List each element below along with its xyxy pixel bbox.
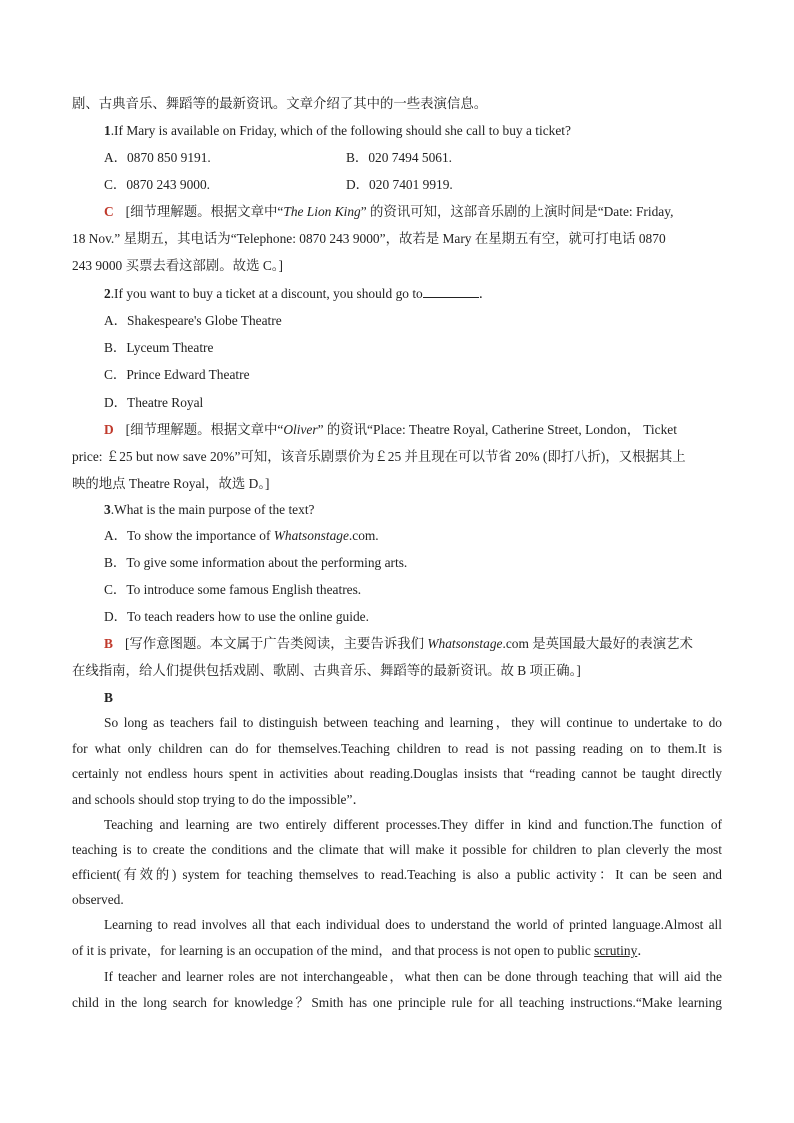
question-2: 2.If you want to buy a ticket at a discount, you should go to ． (104, 286, 493, 301)
q1-option-d: D．020 7401 9919. (346, 177, 453, 192)
passage-p1-line-3: certainly not endless hours spent in activities about reading.Douglas insists that “reading cannot be taught directly (72, 766, 722, 781)
q1-explanation-line-1: C [细节理解题。根据文章中“The Lion King” 的资讯可知，这部音乐剧的上演时间是“Date: Friday, (104, 204, 674, 219)
question-3-text: .What is the main purpose of the text? (110, 502, 315, 517)
question-2-text: .If you want to buy a ticket at a discount, you should go to (110, 286, 423, 301)
q1-answer: C (104, 204, 114, 219)
passage-p4-line-2: child in the long search for knowledge？Smith has one principle rule for all teaching instructions.“Make learning (72, 995, 722, 1010)
q1-explanation-line-2: 18 Nov.” 星期五，其电话为“Telephone: 0870 243 9000”，故若是 Mary 在星期五有空，就可打电话 0870 (72, 231, 666, 246)
q1-explanation-line-3: 243 9000 买票去看这部剧。故选 C。] (72, 258, 283, 273)
q2-answer: D (104, 422, 114, 437)
question-1-number: 1 (104, 123, 111, 138)
passage-p2-line-3: efficient(有效的) system for teaching themselves to read.Teaching is also a public activity：It can be seen and (72, 867, 722, 882)
q1-option-b: B．020 7494 5061. (346, 150, 453, 165)
intro-tail: 剧、古典音乐、舞蹈等的最新资讯。文章介绍了其中的一些表演信息。 (72, 96, 488, 111)
q2-option-d: D．Theatre Royal (104, 395, 204, 410)
passage-p3-line-2: of it is private，for learning is an occupation of the mind，and that process is not open to public scrutiny． (72, 943, 651, 958)
passage-p3-line-1: Learning to read involves all that each individual does to understand the world of printed language.Almost all (104, 917, 722, 932)
q3-option-d: D．To teach readers how to use the online guide. (104, 609, 369, 624)
q2-option-c: C．Prince Edward Theatre (104, 367, 250, 382)
q1-option-c: C．0870 243 9000. (104, 177, 211, 192)
answer-blank (423, 285, 479, 298)
q2-option-b: B．Lyceum Theatre (104, 340, 214, 355)
q2-explanation-line-3: 映的地点 Theatre Royal，故选 D。] (72, 476, 270, 491)
question-1 (104, 122, 754, 140)
passage-p4-line-1: If teacher and learner roles are not interchangeable，what then can be done through teaching that will aid the (104, 969, 722, 984)
passage-p1-line-4: and schools should stop trying to do the impossible”． (72, 792, 366, 807)
passage-p1-line-2: for what only children can do for themselves.Teaching children to read is not passing reading on to them.It is (72, 741, 722, 756)
q3-explanation-line-2: 在线指南，给人们提供包括戏剧、歌剧、古典音乐、舞蹈等的最新资讯。故 B 项正确。] (72, 663, 581, 678)
passage-heading: B (104, 690, 113, 705)
passage-p1-line-1: So long as teachers fail to distinguish between teaching and learning，they will continue to undertake to do (104, 715, 722, 730)
q3-option-c: C．To introduce some famous English theatres. (104, 582, 362, 597)
q3-answer: B (104, 636, 113, 651)
passage-p2-line-2: teaching is to create the conditions and the climate that will make it possible for children to plan cleverly the most (72, 842, 722, 857)
q2-option-a: A．Shakespeare's Globe Theatre (104, 313, 282, 328)
question-1-text: .If Mary is available on Friday, which of the following should she call to buy a ticket? (110, 123, 571, 138)
passage-p2-line-1: Teaching and learning are two entirely different processes.They differ in kind and function.The function of (104, 817, 722, 832)
vocab-underlined-word: scrutiny (594, 943, 638, 958)
question-3-number: 3 (104, 502, 111, 517)
q2-explanation-line-1: D [细节理解题。根据文章中“Oliver” 的资讯“Place: Theatre Royal, Catherine Street, London， Ticket (104, 422, 677, 437)
question-2-number: 2 (104, 286, 111, 301)
question-3 (104, 501, 754, 519)
q1-option-a: A．0870 850 9191. (104, 150, 211, 165)
q2-explanation-line-2: price: ￡25 but now save 20%”可知，该音乐剧票价为￡25 并且现在可以节省 20% (即打八折)，又根据其上 (72, 449, 686, 464)
q3-option-a: A．To show the importance of Whatsonstage.com. (104, 528, 379, 543)
q3-option-b: B．To give some information about the performing arts. (104, 555, 408, 570)
passage-p2-line-4: observed. (72, 892, 124, 907)
q3-explanation-line-1: B [写作意图题。本文属于广告类阅读，主要告诉我们 Whatsonstage.com 是英国最大最好的表演艺术 (104, 636, 693, 651)
